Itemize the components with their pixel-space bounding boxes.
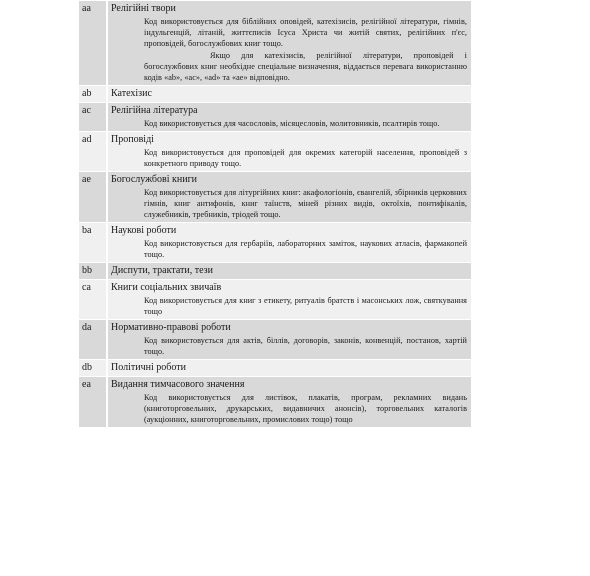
row-description: Код використовується для біблійних оповідей, катехізисів, релігійної літератури, гімнів, індульгенцій, літаній, життєписів Ісуса Христа чи житій святих, релігійних п'єс, проповідей, богослужбових книг тощо. <box>144 17 467 48</box>
row-description: Код використовується для листівок, плакатів, програм, рекламних видань (книготорговельних, друкарських, видавничих анонсів), торговельних каталогів (аукціонних, книготорговельних, промислових тощо) тощо <box>144 393 467 424</box>
row-content <box>108 172 471 222</box>
row-content <box>108 263 471 279</box>
row-description-note: Якщо для катехізисів, релігійної літератури, проповідей і богослужбових книг необхідне спеціальне визначення, віддається перевага використанню кодів «ab», «ac», «ad» та «ae» відповідно. <box>144 51 467 82</box>
row-code: ac <box>79 103 108 131</box>
row-title: Проповіді <box>111 134 154 145</box>
row-title: Політичні роботи <box>111 362 186 373</box>
table-row <box>79 171 471 222</box>
row-code: ad <box>79 132 108 171</box>
row-description: Код використовується для гербаріїв, лабораторних заміток, наукових атласів, фармакопей тощо. <box>144 239 467 259</box>
row-content <box>108 1 471 85</box>
row-code: ea <box>79 377 108 427</box>
row-content <box>108 280 471 319</box>
row-title: Релігійна література <box>111 105 198 116</box>
row-title: Книги соціальних звичаїв <box>111 282 222 293</box>
table-row <box>79 0 471 85</box>
row-content <box>108 377 471 427</box>
row-title: Диспути, трактати, тези <box>111 265 213 276</box>
row-code: db <box>79 360 108 376</box>
row-code: aa <box>79 1 108 85</box>
row-content <box>108 86 471 102</box>
row-code: ab <box>79 86 108 102</box>
row-title: Наукові роботи <box>111 225 177 236</box>
row-description: Код використовується для часословів, місяцесловів, молитовників, псалтирів тощо. <box>144 119 440 128</box>
row-content <box>108 360 471 376</box>
row-description: Код використовується для книг з етикету, ритуалів братств і масонських лож, святкування тощо <box>144 296 467 316</box>
table-row <box>79 222 471 262</box>
row-description: Код використовується для актів, біллів, договорів, законів, конвенцій, постанов, хартій тощо. <box>144 336 467 356</box>
row-code: ba <box>79 223 108 262</box>
row-title: Релігійні твори <box>111 3 176 14</box>
table-row <box>79 131 471 171</box>
row-description: Код використовується для літургійних книг: акафологіонів, євангелій, збірників церковних гімнів, книг антифонів, книг таїнств, міней різних видів, октоїхів, понтифікалів, служебників, требників, тріодей тощо. <box>144 188 467 219</box>
row-code: ca <box>79 280 108 319</box>
table-row <box>79 279 471 319</box>
table-row <box>79 319 471 359</box>
row-code: da <box>79 320 108 359</box>
row-title: Нормативно-правові роботи <box>111 322 231 333</box>
row-content <box>108 320 471 359</box>
row-content <box>108 103 471 131</box>
code-table <box>79 0 471 427</box>
row-code: bb <box>79 263 108 279</box>
table-row <box>79 262 471 279</box>
table-row <box>79 102 471 131</box>
row-code: ae <box>79 172 108 222</box>
table-row <box>79 85 471 102</box>
table-row <box>79 376 471 427</box>
row-content <box>108 223 471 262</box>
row-title: Катехізис <box>111 88 152 99</box>
row-description: Код використовується для проповідей для окремих категорій населення, проповідей з конкретного приводу тощо. <box>144 148 467 168</box>
row-title: Богослужбові книги <box>111 174 198 185</box>
table-row <box>79 359 471 376</box>
row-title: Видання тимчасового значення <box>111 379 245 390</box>
row-content <box>108 132 471 171</box>
